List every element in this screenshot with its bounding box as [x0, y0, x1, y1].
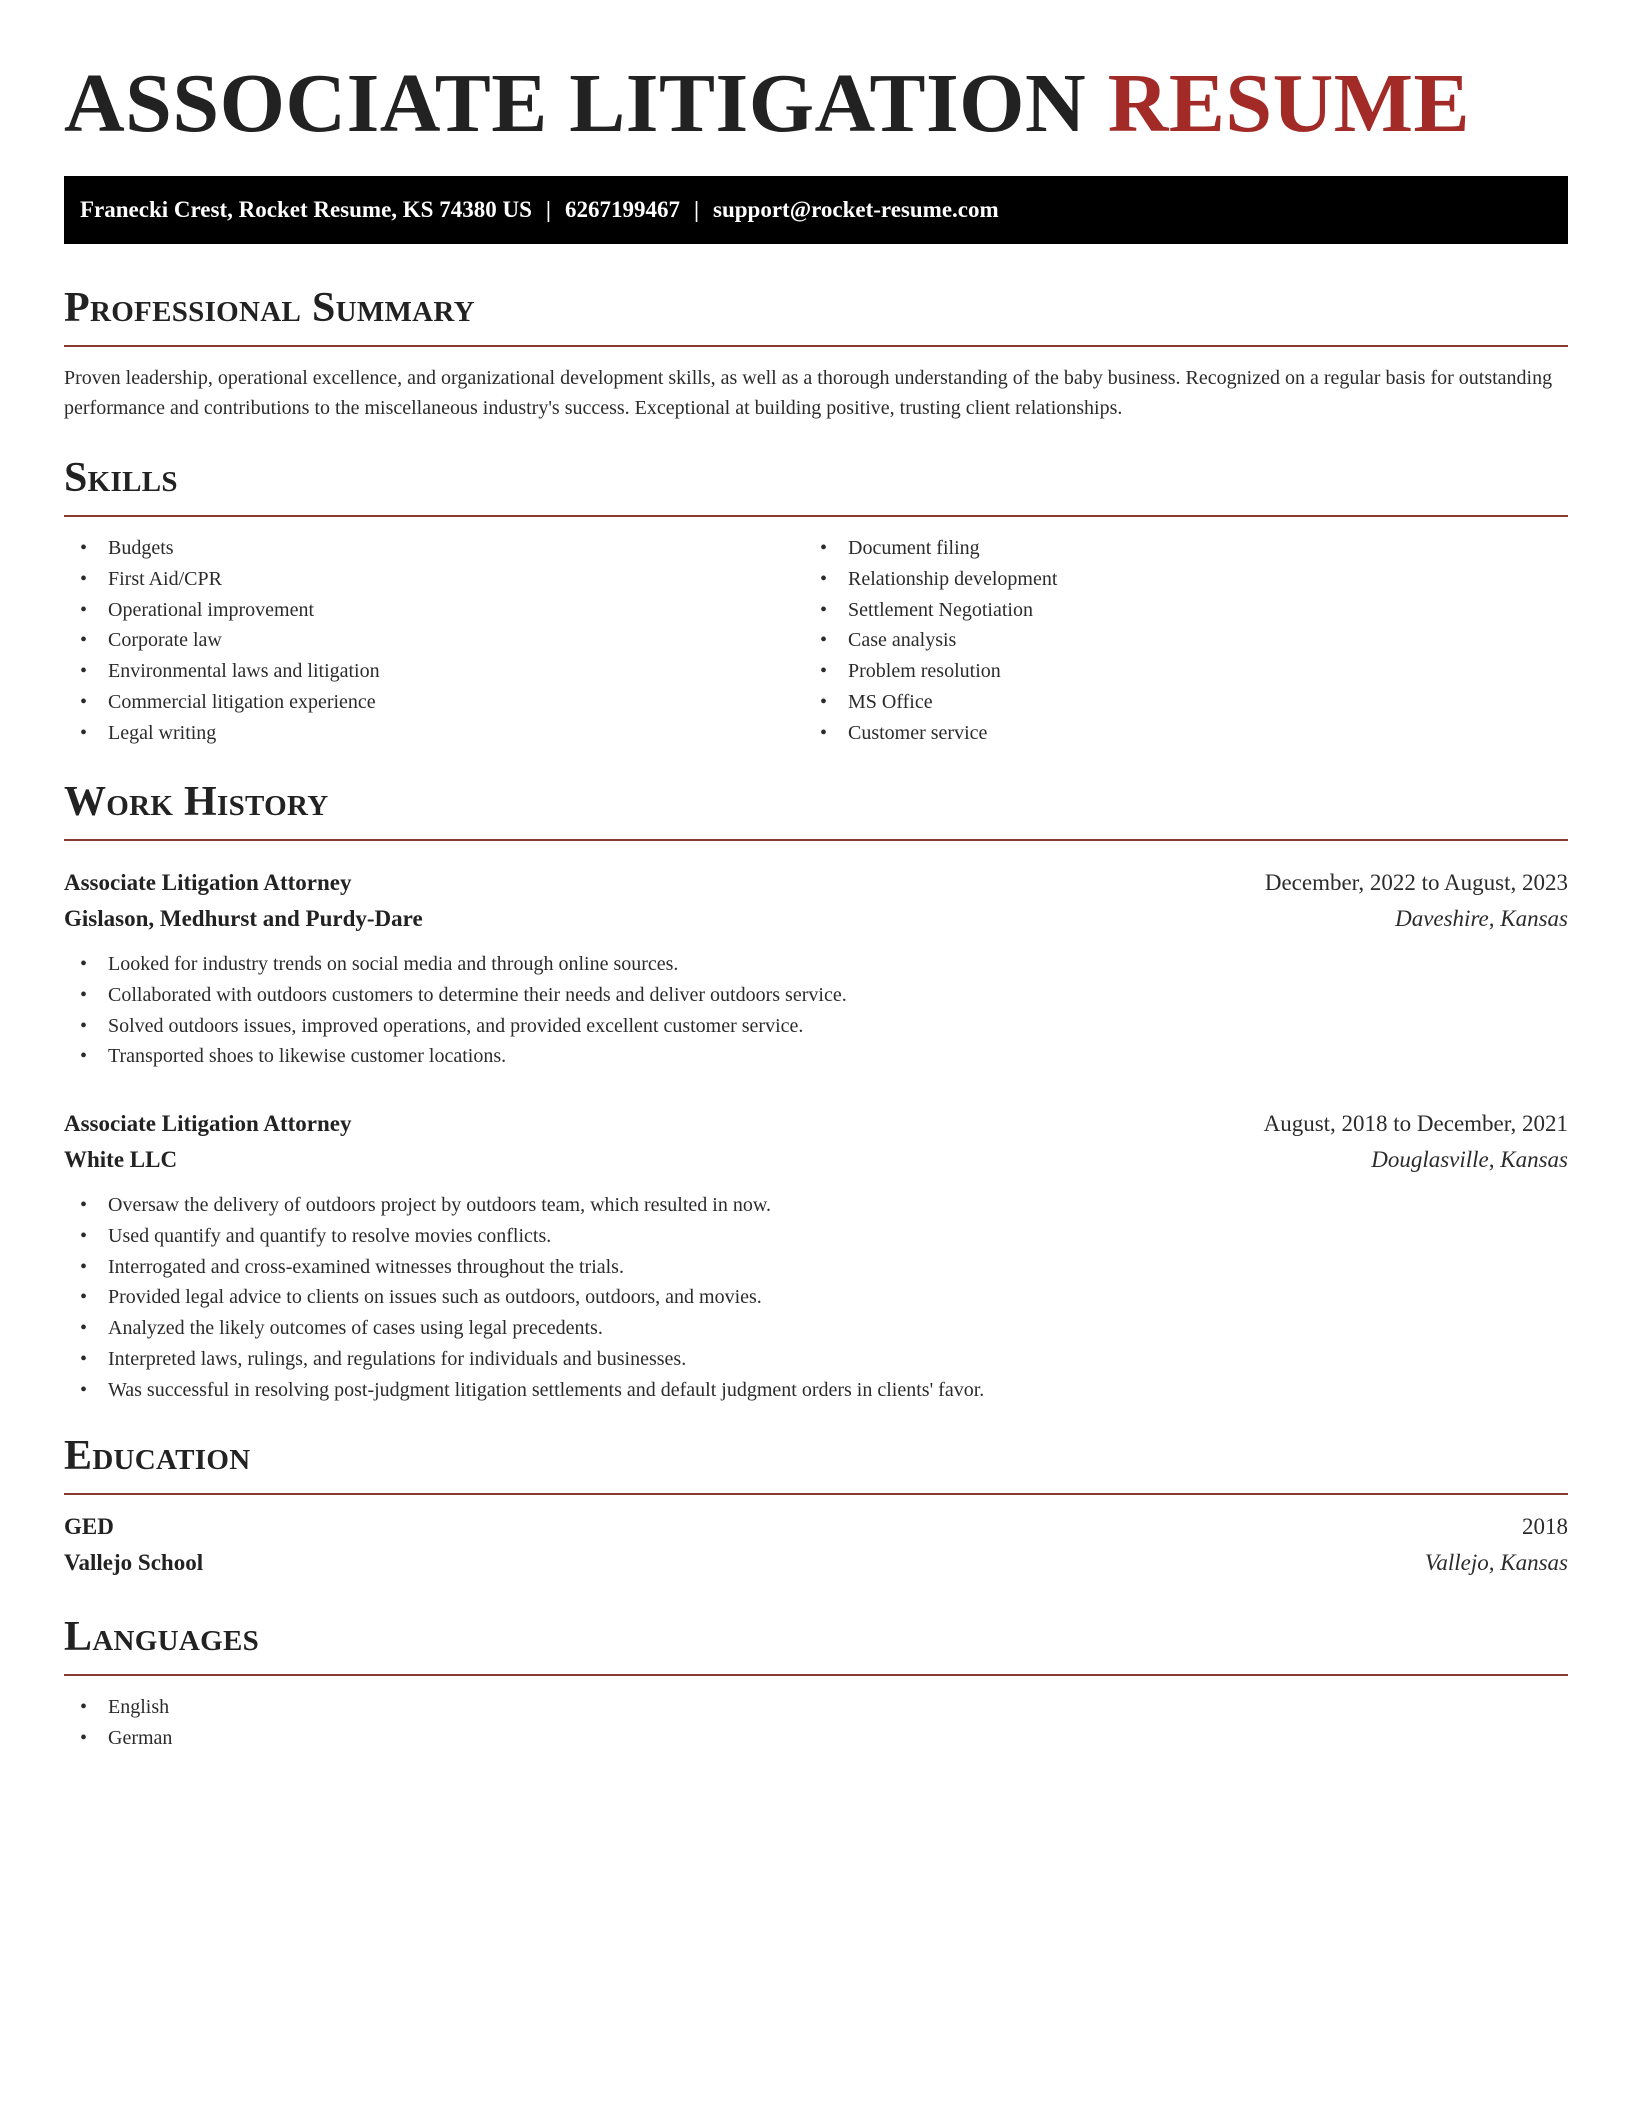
contact-address: Franecki Crest, Rocket Resume, KS 74380 US	[80, 197, 532, 222]
languages-heading: Languages	[64, 1614, 260, 1660]
summary-section	[64, 283, 1568, 423]
job-company-row	[64, 1142, 1568, 1178]
skill-item: • Problem resolution	[804, 656, 1544, 687]
resume-title	[64, 0, 1568, 150]
work-history-heading: Work History	[64, 779, 329, 825]
education-section	[64, 1431, 1568, 1581]
resume-page	[64, 0, 1568, 1749]
skills-columns	[64, 533, 1568, 749]
job-entry	[64, 865, 1568, 1072]
languages-section	[64, 1612, 1568, 1754]
skill-item: • Customer service	[804, 718, 1544, 749]
skill-item: • Legal writing	[64, 718, 804, 749]
language-item: • German	[64, 1723, 1568, 1754]
education-year: 2018	[1522, 1514, 1568, 1539]
job-bullets	[64, 1190, 1568, 1406]
job-bullet: • Interpreted laws, rulings, and regulations for individuals and businesses.	[64, 1344, 1568, 1375]
job-header-row	[64, 865, 1568, 901]
skills-section	[64, 453, 1568, 749]
skill-item: • Settlement Negotiation	[804, 595, 1544, 626]
section-divider	[64, 839, 1568, 841]
language-item: • English	[64, 1692, 1568, 1723]
job-bullet: • Provided legal advice to clients on issues such as outdoors, outdoors, and movies.	[64, 1282, 1568, 1313]
contact-separator: |	[693, 197, 700, 222]
job-bullet: • Used quantify and quantify to resolve movies conflicts.	[64, 1221, 1568, 1252]
education-school: Vallejo School	[64, 1550, 204, 1575]
job-dates: August, 2018 to December, 2021	[1263, 1111, 1568, 1136]
education-degree-row	[64, 1509, 1568, 1545]
education-entry	[64, 1509, 1568, 1581]
skill-item: • Commercial litigation experience	[64, 687, 804, 718]
education-location: Vallejo, Kansas	[1424, 1550, 1568, 1575]
job-bullet: • Oversaw the delivery of outdoors project by outdoors team, which resulted in now.	[64, 1190, 1568, 1221]
skill-item: • Operational improvement	[64, 595, 804, 626]
skills-list-left	[64, 533, 804, 749]
summary-heading: Professional Summary	[64, 285, 475, 331]
skill-item: • Document filing	[804, 533, 1544, 564]
job-company: White LLC	[64, 1147, 178, 1172]
section-divider	[64, 1674, 1568, 1676]
job-dates: December, 2022 to August, 2023	[1264, 870, 1568, 895]
job-bullet: • Solved outdoors issues, improved operations, and provided excellent customer service.	[64, 1011, 1568, 1042]
job-location: Daveshire, Kansas	[1395, 906, 1568, 931]
skill-item: • Budgets	[64, 533, 804, 564]
job-bullet: • Transported shoes to likewise customer locations.	[64, 1041, 1568, 1072]
job-header-row	[64, 1106, 1568, 1142]
skills-heading: Skills	[64, 455, 178, 501]
skill-item: • Corporate law	[64, 625, 804, 656]
contact-bar	[64, 176, 1568, 244]
resume-title-main: ASSOCIATE LITIGATION	[64, 57, 1087, 150]
work-history-section	[64, 777, 1568, 841]
job-bullets	[64, 949, 1568, 1072]
job-title: Associate Litigation Attorney	[64, 870, 352, 895]
job-bullet: • Interrogated and cross-examined witnesses throughout the trials.	[64, 1252, 1568, 1283]
job-title: Associate Litigation Attorney	[64, 1111, 352, 1136]
contact-separator: |	[545, 197, 551, 222]
skill-item: • Relationship development	[804, 564, 1544, 595]
section-divider	[64, 345, 1568, 347]
skill-item: • Environmental laws and litigation	[64, 656, 804, 687]
education-degree: GED	[64, 1514, 114, 1539]
section-divider	[64, 1493, 1568, 1495]
education-heading: Education	[64, 1433, 251, 1479]
job-bullet: • Looked for industry trends on social media and through online sources.	[64, 949, 1568, 980]
summary-text: Proven leadership, operational excellence, and organizational development skills, as well as a thorough understanding of the baby business. Recognized on a regular basis for outstanding performance and contributions to the miscellaneous industry's success. Exceptional at building positive, trusting client relationships.	[64, 367, 1553, 419]
skill-item: • First Aid/CPR	[64, 564, 804, 595]
skills-list-right	[804, 533, 1544, 749]
skill-item: • Case analysis	[804, 625, 1544, 656]
contact-email: support@rocket-resume.com	[713, 197, 999, 222]
job-bullet: • Analyzed the likely outcomes of cases using legal precedents.	[64, 1313, 1568, 1344]
job-company-row	[64, 901, 1568, 937]
job-bullet: • Was successful in resolving post-judgment litigation settlements and default judgment orders in clients' favor.	[64, 1375, 1568, 1406]
contact-phone: 6267199467	[564, 197, 680, 222]
skill-item: • MS Office	[804, 687, 1544, 718]
education-school-row	[64, 1545, 1568, 1581]
section-divider	[64, 515, 1568, 517]
languages-list	[64, 1692, 1568, 1754]
job-bullet: • Collaborated with outdoors customers to determine their needs and deliver outdoors service.	[64, 980, 1568, 1011]
job-location: Douglasville, Kansas	[1371, 1147, 1568, 1172]
job-entry	[64, 1106, 1568, 1406]
job-company: Gislason, Medhurst and Purdy-Dare	[64, 906, 423, 931]
resume-title-accent: RESUME	[1107, 57, 1471, 150]
